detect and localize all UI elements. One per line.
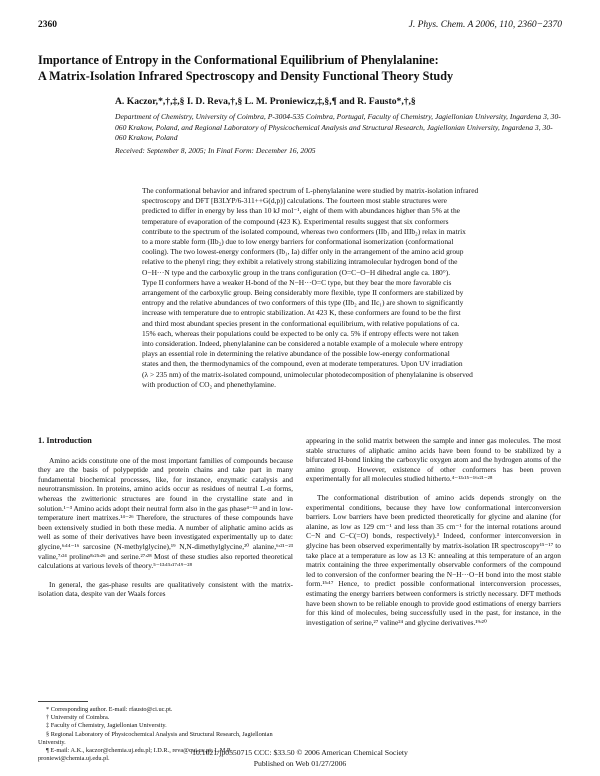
abstract-line: states and then, the thermodynamics of the compound, even at moderate temperatures. Upon UV irradiation bbox=[142, 359, 463, 369]
abstract-line: Type II conformers have a weaker H-bond of the N−H···O=C type, but they bear the more favorable cis bbox=[142, 277, 452, 287]
abstract-line: and third most abundant species present in the conformational equilibrium, with relative populations of ca. bbox=[142, 318, 460, 328]
abstract-line: with production of CO₂ and phenethylamine. bbox=[142, 379, 276, 389]
abstract-line: arrangement of the carboxylic group. Being considerably more flexible, type II conformers are stabilized by bbox=[142, 288, 464, 298]
doi-line: 10.1021/jp0550715 CCC: $33.50 © 2006 American Chemical Society bbox=[192, 748, 408, 757]
abstract-line: temperature of evaporation of the compound (423 K). Experimental results suggest that six conformers bbox=[142, 216, 449, 226]
abstract-line: plays an essential role in determining the relative abundance of the possible low-energy conformational bbox=[142, 349, 450, 359]
abstract-line: cooling). The two lowest-energy conformers (Ib₁, Ia) differ only in the arrangement of the amino acid group bbox=[142, 247, 464, 257]
abstract-line: The conformational behavior and infrared spectrum of L-phenylalanine were studied by matrix-isolation infrared bbox=[142, 186, 479, 195]
affiliation: Department of Chemistry, University of Coimbra, P-3004-535 Coimbra, Portugal, Faculty of Chemistry, Jagiellonian University, Ingardena 3, 30-060 Krakow, Poland, and Regional Laboratory of Physicochemical Analysis and Structural Research, Jagiellonian University, Ingardena 3, 30-060 Krakow, Poland bbox=[115, 112, 561, 143]
page-number: 2360 bbox=[38, 20, 57, 30]
received-dates: Received: September 8, 2005; In Final Form: December 16, 2005 bbox=[115, 146, 316, 155]
abstract-line: relative to the phenyl ring; they exhibit a relatively strong stabilizing intramolecular hydrogen bond of the bbox=[142, 257, 458, 267]
page-header bbox=[38, 20, 562, 34]
abstract-line: O−H···N type and the carboxylic group in the trans configuration (O=C−O−H dihedral angle ca. 180°). bbox=[142, 267, 451, 277]
title-line-2: A Matrix-Isolation Infrared Spectroscopy and Density Functional Theory Study bbox=[38, 69, 454, 83]
abstract-line: entropy and the relative abundances of two conformers of this type (IIb₂ and IIc₁) are shown to significantly bbox=[142, 298, 464, 308]
abstract-line: predicted to differ in energy by less than 10 kJ mol⁻¹, eight of them with abundances higher than 5% at the bbox=[142, 206, 460, 216]
published-date: Published on Web 01/27/2006 bbox=[253, 759, 347, 768]
abstract-line: to a more stable form (IIb₂) due to low energy barriers for conformational isomerization (conformational bbox=[142, 237, 454, 247]
abstract-line: spectroscopy and DFT [B3LYP/6-311++G(d,p)] calculations. The fourteen most stable structures were bbox=[142, 196, 447, 206]
abstract-line: increase with temperature due to entropic stabilization. At 423 K, these conformers are found to be the first bbox=[142, 308, 461, 318]
abstract-line: into consideration. Indeed, phenylalanine can be considered a notable example of a molecule where entropy bbox=[142, 339, 463, 349]
footnote: ¶ E-mail: A.K., kaczor@chemia.uj.edu.pl; I.D.R., reva@qui.uc.pt; L.M.P., proniewi@chemia.uj.edu.pl. bbox=[38, 747, 233, 763]
section-heading: 1. Introduction bbox=[38, 436, 92, 445]
right-column bbox=[306, 436, 561, 627]
intro-paragraph-continued: appearing in the solid matrix between the sample and inner gas molecules. The most stable structures of aliphatic amino acids have been found to be stabilized by a bifurcated H-bond linking the carboxylic oxygen atom and the hydrogen atoms of the amino group. However, existence of other conformers has been proven experimentally for all molecules studied hitherto.⁴⁻¹³ʴ¹⁵⁻¹⁶ʴ²¹⁻²⁸ bbox=[306, 436, 561, 484]
journal-reference: J. Phys. Chem. A 2006, 110, 2360−2370 bbox=[408, 20, 562, 30]
intro-paragraph-2: In general, the gas-phase results are qualitatively consistent with the matrix-isolation data, despite van der Waals forces bbox=[38, 579, 293, 599]
abstract bbox=[142, 186, 542, 390]
abstract-line: 15% each, whereas their populations could be expected to be only ca. 5% if entropy effects were not taken bbox=[142, 328, 459, 338]
footnote: † University of Coimbra. bbox=[46, 714, 110, 722]
article-title bbox=[38, 52, 568, 84]
abstract-line: contribute to the spectrum of the isolated compound, whereas two conformers (IIb₁ and IIIb₂) relax in matrix bbox=[142, 226, 466, 236]
abstract-line: (λ > 235 nm) of the matrix-isolated compound, unimolecular photodecomposition of phenylalanine is observed bbox=[142, 369, 473, 379]
footnote: § Regional Laboratory of Physicochemical Analysis and Structural Research, Jagiellonian University. bbox=[38, 730, 273, 746]
author-list: A. Kaczor,*,†,‡,§ I. D. Reva,†,§ L. M. Proniewicz,‡,§,¶ and R. Fausto*,†,§ bbox=[115, 96, 416, 107]
intro-paragraph-3: The conformational distribution of amino acids depends strongly on the experimental conditions, because they have low conformational interconversion barriers. Low barriers have been predicted theoretically for glycine and alanine (for alanine, as low as 129 cm⁻¹ and less than 35 cm⁻¹ for the internal rotations around C−N and C−C(=O) bonds, respectively).³ Indeed, conformer interconversion in glycine has been observed experimentally by matrix-isolation IR spectroscopy¹⁵⁻¹⁷ to take place at a temperature as low as 13 K: annealing at this temperature of an argon matrix containing the three experimentally observable conformers of the compound led to conversion of the conformer bearing the N−H···O−H bond into the most stable form.¹⁵ʴ¹⁷ Hence, to predict possible conformational interconversion processes, estimating the energy barriers between conformers is strictly necessary. DFT methods have been shown to be reliable enough to provide good estimations of energy barriers for this kind of molecules, being successfully used in the past, for instance, in the investigation of serine,²⁷ valine²⁴ and glycine derivatives.¹⁹ʴ²⁰ bbox=[306, 492, 561, 627]
footnote-rule bbox=[38, 701, 88, 702]
footnote: * Corresponding author. E-mail: rfausto@ci.uc.pt. bbox=[46, 706, 173, 713]
title-line-1: Importance of Entropy in the Conformational Equilibrium of Phenylalanine: bbox=[38, 53, 439, 67]
footnote: ‡ Faculty of Chemistry, Jagiellonian University. bbox=[46, 722, 167, 730]
left-column bbox=[38, 436, 293, 599]
intro-paragraph-1: Amino acids constitute one of the most important families of compounds because they are the basis of polypeptide and protein chains and take part in many fundamental biochemical processes, like, for instance, enzymatic catalysis and neurotransmission. In proteins, amino acids occur as residues of neutral L-α forms, whereas the zwitterionic structures are found in the crystalline state and in solution.¹⁻³ Amino acids adopt their neutral form also in the gas phase⁴⁻¹³ and in low-temperature inert matrixes.¹⁴⁻²⁶ Therefore, the structures of these compounds have been extensively studied in both these media. A number of aliphatic amino acids as well as some of their derivatives have been investigated experimentally up to date: glycine,⁶ʴ¹⁴⁻¹⁶ sarcosine (N-methylglycine),¹⁹ N,N-dimethylglycine,²⁰ alanine,⁶ʴ²¹⁻²³ valine,⁷ʴ²⁴ proline⁸ʴ²⁵ʴ²⁶ and serine.²⁷ʴ²⁸ Most of these studies also reported theoretical calculations at various levels of theory.⁵⁻¹³ʴ¹⁵ʴ¹⁷ʴ¹⁹⁻²⁸ bbox=[38, 455, 293, 571]
